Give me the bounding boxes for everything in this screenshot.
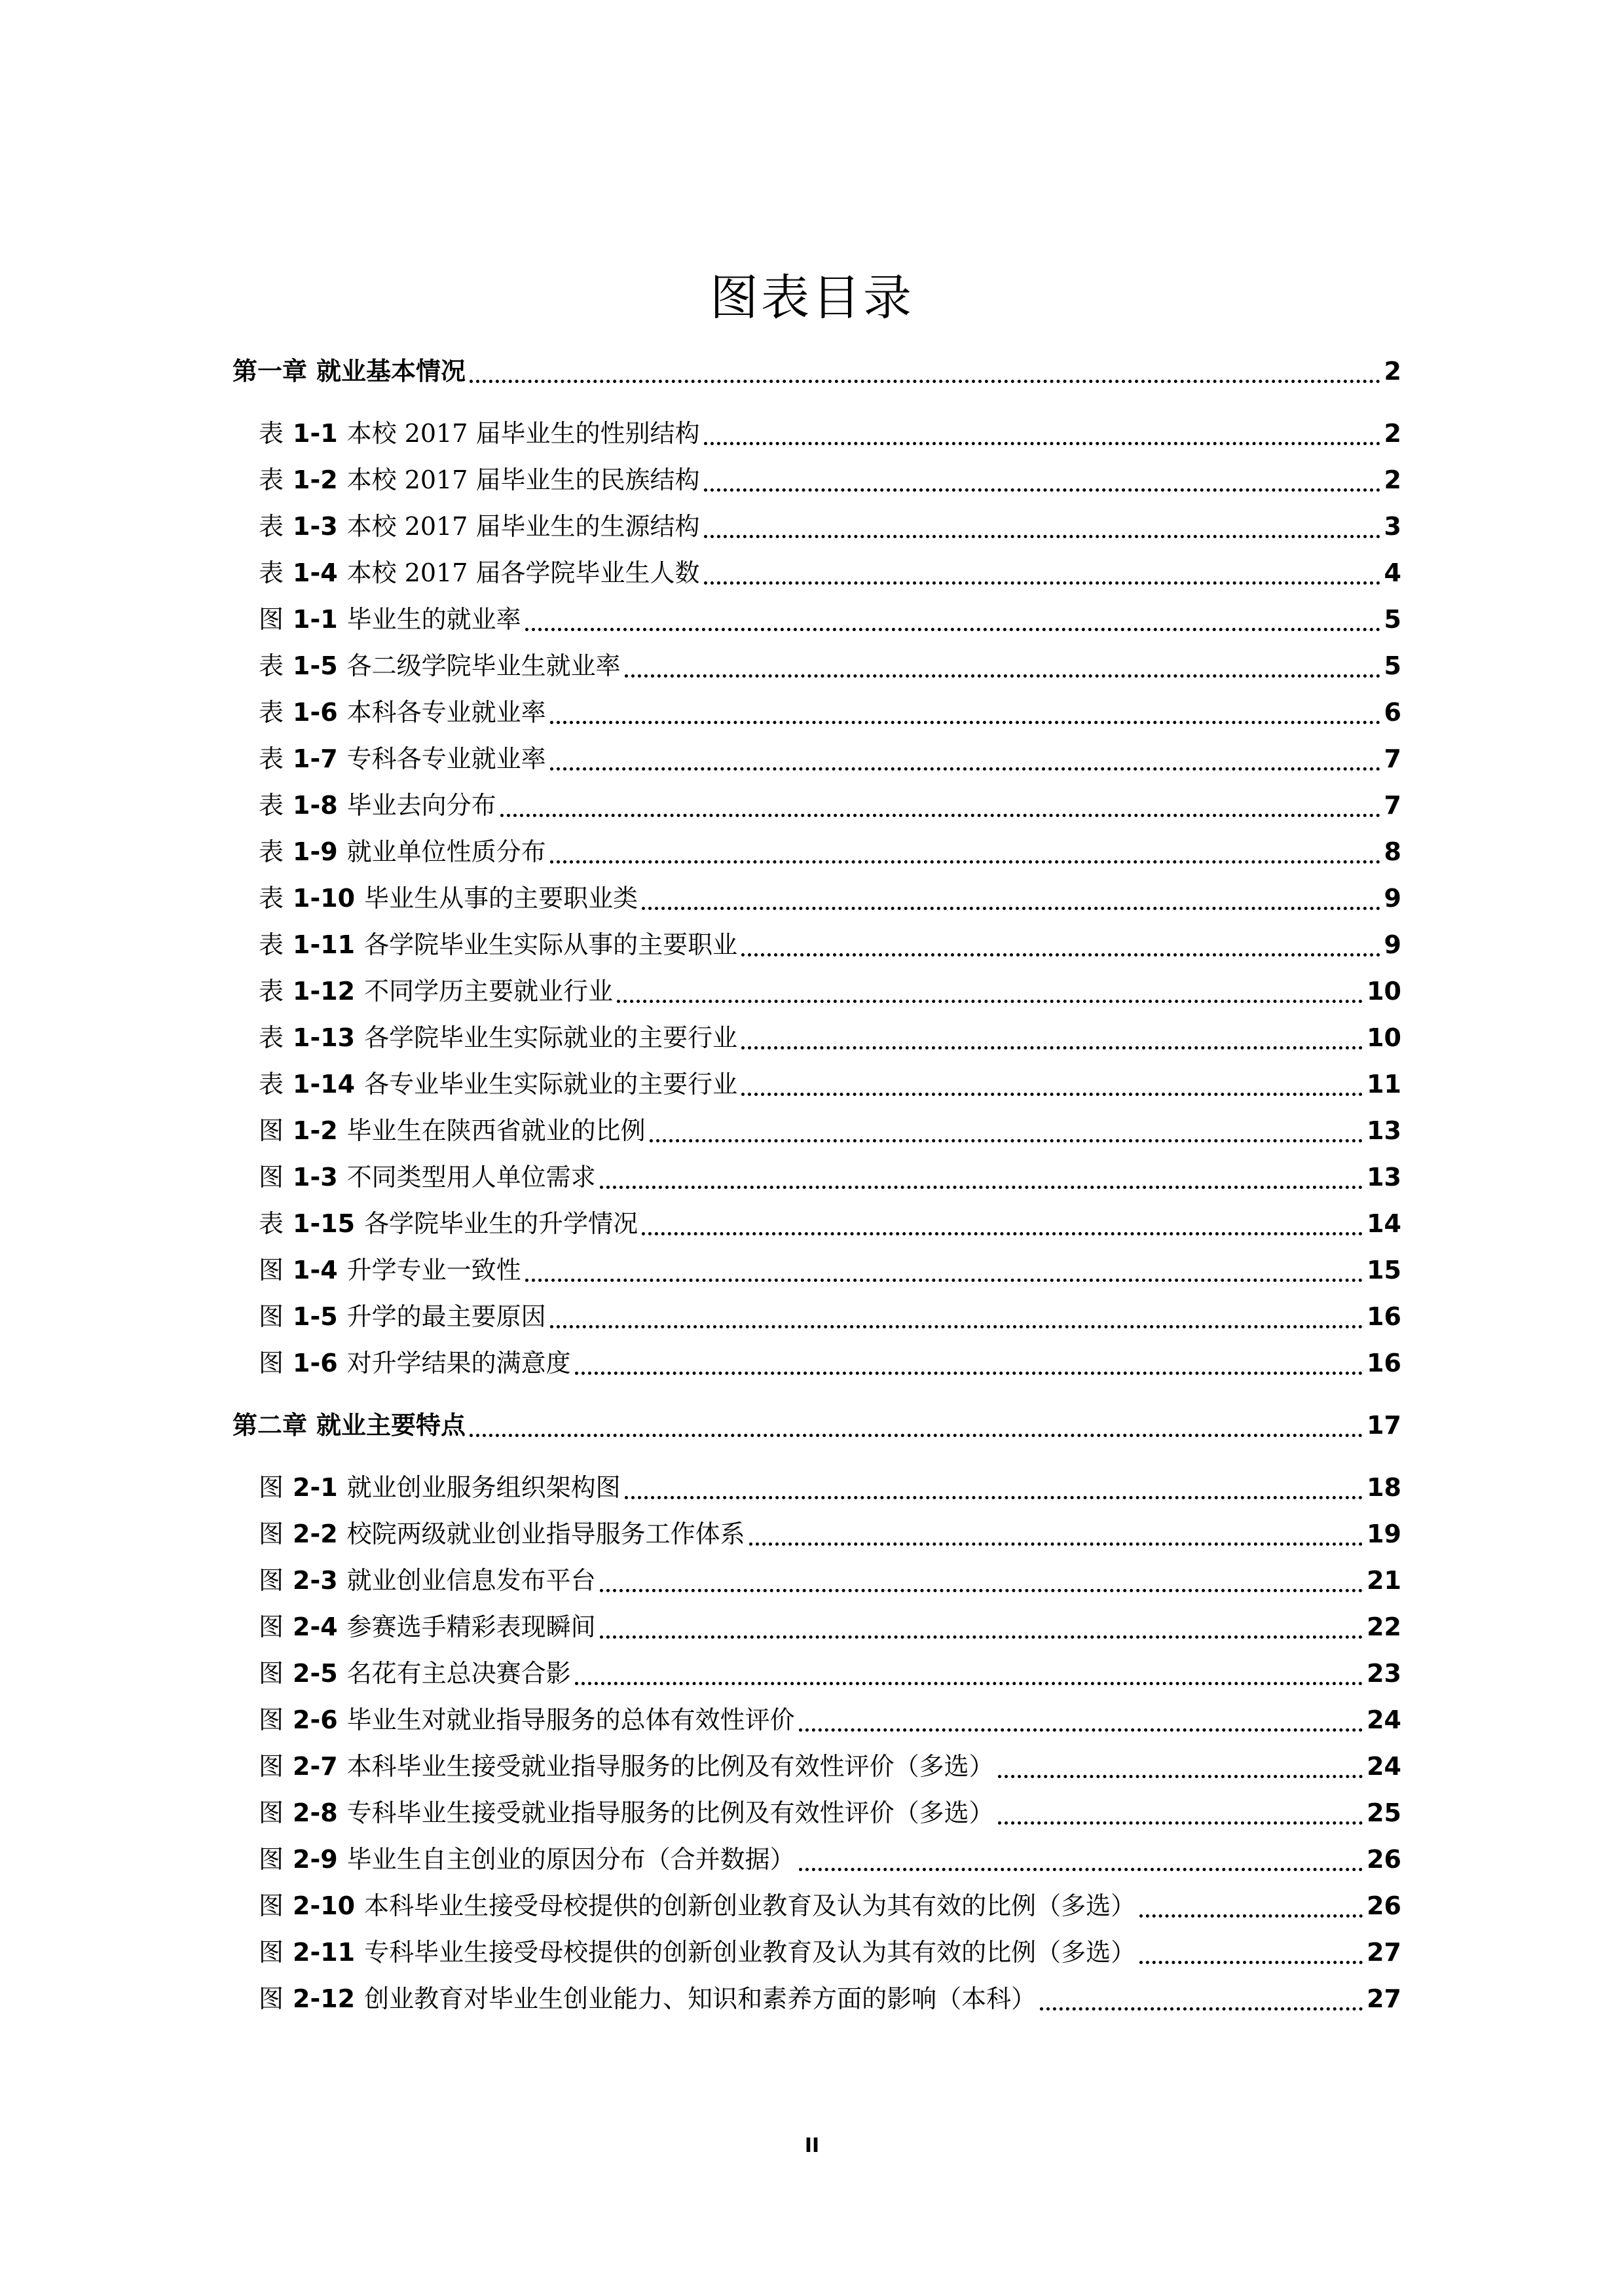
toc-entry-row[interactable]: [259, 924, 1401, 966]
entry-title: 毕业生在陕西省就业的比例: [346, 1116, 646, 1145]
entry-type: 表: [259, 884, 284, 913]
entry-number: 2-1: [293, 1473, 338, 1502]
entry-number: 2-11: [293, 1938, 356, 1967]
leader-dots: [625, 1496, 1363, 1499]
toc-entry-label: [259, 1978, 1036, 2020]
entry-title: 名花有主总决赛合影: [346, 1659, 571, 1688]
entry-number: 2-8: [293, 1798, 338, 1827]
toc-entry-row[interactable]: [259, 1063, 1401, 1105]
entry-number: 1-1: [293, 605, 338, 634]
entry-title: 各学院毕业生实际就业的主要行业: [364, 1023, 738, 1052]
toc-entry-row[interactable]: [259, 412, 1401, 454]
entry-title: 不同学历主要就业行业: [364, 977, 614, 1006]
entry-page-number: 14: [1367, 1209, 1401, 1238]
toc-entry-label: [259, 1792, 994, 1834]
toc-entry-label: [259, 505, 700, 547]
entry-page-number: 25: [1367, 1798, 1401, 1827]
leader-dots: [642, 1232, 1363, 1235]
toc-entry-row[interactable]: [259, 505, 1401, 547]
entry-title: 毕业去向分布: [346, 791, 496, 820]
entry-page-number: 18: [1367, 1473, 1401, 1502]
entry-title: 各二级学院毕业生就业率: [346, 651, 621, 680]
leader-dots: [525, 1279, 1363, 1282]
entry-number: 2-2: [293, 1520, 338, 1548]
entry-type: 图: [259, 1938, 284, 1967]
chapter-number: 第二章: [232, 1410, 308, 1440]
toc-entry-row[interactable]: [259, 1792, 1401, 1834]
toc-entry-label: [259, 1559, 596, 1601]
leader-dots: [600, 1589, 1363, 1592]
entry-title: 毕业生自主创业的原因分布（合并数据）: [346, 1845, 795, 1874]
leader-dots: [525, 628, 1380, 631]
toc-entry-row[interactable]: [259, 831, 1401, 873]
leader-dots: [625, 674, 1380, 678]
toc-entry-label: [259, 877, 638, 919]
toc-entry-label: [259, 784, 496, 826]
entry-type: 图: [259, 1705, 284, 1734]
entry-title: 专科毕业生接受就业指导服务的比例及有效性评价（多选）: [346, 1798, 994, 1827]
entry-number: 2-5: [293, 1659, 338, 1688]
entry-page-number: 27: [1367, 1984, 1401, 2013]
entry-title: 本科毕业生接受母校提供的创新创业教育及认为其有效的比例（多选）: [364, 1891, 1136, 1920]
entry-type: 表: [259, 465, 284, 494]
toc-entry-label: [259, 1063, 737, 1105]
entry-number: 1-4: [293, 1256, 338, 1285]
entry-number: 1-3: [293, 512, 338, 541]
entry-type: 图: [259, 1798, 284, 1827]
entry-title: 就业创业信息发布平台: [346, 1566, 596, 1595]
entry-page-number: 21: [1367, 1566, 1401, 1595]
toc-entry-row[interactable]: [259, 1156, 1401, 1198]
entry-type: 图: [259, 1659, 284, 1688]
entry-page-number: 11: [1367, 1070, 1401, 1099]
entry-number: 2-4: [293, 1613, 338, 1641]
toc-entry-label: [259, 1296, 546, 1338]
entry-type: 图: [259, 1613, 284, 1641]
entry-type: 图: [259, 1163, 284, 1192]
toc-entry-row[interactable]: [259, 784, 1401, 826]
toc-entry-row[interactable]: [259, 1885, 1401, 1927]
toc-entry-label: [259, 1156, 596, 1198]
entry-number: 1-13: [293, 1023, 356, 1052]
entry-number: 1-5: [293, 651, 338, 680]
toc-chapter-label: [232, 1404, 466, 1446]
toc-entry-label: [259, 1699, 795, 1741]
toc-entry-row[interactable]: [259, 1652, 1401, 1694]
entry-number: 1-1: [293, 419, 338, 448]
entry-page-number: 5: [1384, 651, 1401, 680]
entry-type: 图: [259, 1116, 284, 1145]
toc-entry-row[interactable]: [259, 1838, 1401, 1880]
toc-entry-label: [259, 831, 546, 873]
toc-entry-row[interactable]: [259, 738, 1401, 780]
toc-entry-label: [259, 1342, 571, 1384]
toc-entry-label: [259, 1885, 1135, 1927]
entry-title: 本科各专业就业率: [346, 698, 546, 727]
entry-type: 表: [259, 419, 284, 448]
entry-page-number: 5: [1384, 605, 1401, 634]
entry-number: 1-2: [293, 1116, 338, 1145]
leader-dots: [799, 1868, 1363, 1871]
entry-page-number: 27: [1367, 1938, 1401, 1967]
entry-page-number: 16: [1367, 1349, 1401, 1377]
leader-dots: [1040, 2007, 1363, 2011]
toc-entry-label: [259, 970, 613, 1012]
entry-number: 1-12: [293, 977, 356, 1006]
toc-entry-row[interactable]: [259, 645, 1401, 687]
leader-dots: [998, 1821, 1363, 1825]
entry-title: 专科毕业生接受母校提供的创新创业教育及认为其有效的比例（多选）: [364, 1938, 1136, 1967]
toc-entry-label: [259, 459, 700, 501]
entry-page-number: 6: [1384, 698, 1401, 727]
toc-entry-label: [259, 1203, 638, 1245]
entry-title: 本校 2017 届毕业生的性别结构: [346, 419, 700, 448]
entry-number: 2-9: [293, 1845, 338, 1874]
page-title: 图表目录: [710, 270, 914, 326]
toc-entry-label: [259, 1017, 737, 1059]
toc-entry-row[interactable]: [259, 1559, 1401, 1601]
entry-title: 升学专业一致性: [346, 1256, 521, 1285]
entry-title: 本校 2017 届各学院毕业生人数: [346, 558, 700, 587]
entry-number: 2-10: [293, 1891, 356, 1920]
entry-page-number: 24: [1367, 1705, 1401, 1734]
toc-entry-label: [259, 1513, 745, 1555]
entry-title: 不同类型用人单位需求: [346, 1163, 596, 1192]
entry-page-number: 16: [1367, 1302, 1401, 1331]
entry-number: 1-6: [293, 1349, 338, 1377]
toc-entry-row[interactable]: [259, 552, 1401, 594]
chapter-title: 就业基本情况: [316, 356, 466, 386]
toc-entry-label: [259, 1745, 994, 1787]
leader-dots: [741, 1093, 1363, 1096]
entry-number: 1-7: [293, 744, 338, 773]
toc-entry-row[interactable]: [259, 1745, 1401, 1787]
leader-dots: [550, 721, 1380, 724]
entry-number: 2-7: [293, 1752, 338, 1781]
toc-entry-label: [259, 598, 521, 640]
entry-type: 图: [259, 1349, 284, 1377]
entry-type: 表: [259, 651, 284, 680]
entry-title: 升学的最主要原因: [346, 1302, 546, 1331]
entry-page-number: 23: [1367, 1659, 1401, 1688]
entry-page-number: 4: [1384, 558, 1401, 587]
entry-number: 2-12: [293, 1984, 356, 2013]
entry-page-number: 10: [1367, 1023, 1401, 1052]
entry-number: 1-8: [293, 791, 338, 820]
entry-number: 2-3: [293, 1566, 338, 1595]
entry-type: 图: [259, 1520, 284, 1548]
page-number: II: [804, 2134, 820, 2157]
entry-number: 1-11: [293, 930, 356, 959]
entry-title: 参赛选手精彩表现瞬间: [346, 1613, 596, 1641]
leader-dots: [741, 953, 1380, 957]
toc-entry-row[interactable]: [259, 1296, 1401, 1338]
entry-type: 表: [259, 791, 284, 820]
toc-entry-row[interactable]: [259, 1699, 1401, 1741]
toc-entry-label: [259, 1838, 795, 1880]
toc-chapter-label: [232, 350, 466, 392]
toc-entry-label: [259, 1606, 596, 1648]
toc-entry-row[interactable]: [259, 691, 1401, 733]
entry-type: 表: [259, 930, 284, 959]
entry-number: 1-9: [293, 837, 338, 866]
entry-type: 表: [259, 1023, 284, 1052]
toc-chapter-row[interactable]: [232, 350, 1401, 392]
entry-page-number: 19: [1367, 1520, 1401, 1548]
entry-page-number: 22: [1367, 1613, 1401, 1641]
entry-page-number: 10: [1367, 977, 1401, 1006]
entry-number: 2-6: [293, 1705, 338, 1734]
toc-entry-row[interactable]: [259, 1342, 1401, 1384]
entry-number: 1-4: [293, 558, 338, 587]
toc-entry-label: [259, 552, 700, 594]
entry-page-number: 2: [1384, 419, 1401, 448]
entry-type: 表: [259, 837, 284, 866]
entry-number: 1-2: [293, 465, 338, 494]
leader-dots: [704, 581, 1380, 585]
leader-dots: [550, 860, 1380, 864]
entry-page-number: 8: [1384, 837, 1401, 866]
entry-title: 毕业生对就业指导服务的总体有效性评价: [346, 1705, 795, 1734]
entry-type: 图: [259, 1302, 284, 1331]
entry-title: 毕业生的就业率: [346, 605, 521, 634]
toc-entry-row[interactable]: [259, 970, 1401, 1012]
toc-entry-row[interactable]: [259, 1249, 1401, 1291]
chapter-page-number: 17: [1367, 1411, 1401, 1440]
toc-entry-label: [259, 1652, 571, 1694]
entry-type: 图: [259, 1473, 284, 1502]
chapter-page-number: 2: [1384, 357, 1401, 386]
toc-entry-row[interactable]: [259, 877, 1401, 919]
entry-page-number: 13: [1367, 1163, 1401, 1192]
leader-dots: [704, 488, 1380, 492]
entry-type: 图: [259, 1256, 284, 1285]
toc-entry-label: [259, 691, 546, 733]
entry-number: 1-6: [293, 698, 338, 727]
entry-page-number: 2: [1384, 465, 1401, 494]
toc-entry-row[interactable]: [259, 1606, 1401, 1648]
entry-type: 表: [259, 698, 284, 727]
entry-title: 对升学结果的满意度: [346, 1349, 571, 1377]
toc-entry-label: [259, 924, 737, 966]
entry-page-number: 26: [1367, 1891, 1401, 1920]
leader-dots: [704, 442, 1380, 445]
leader-dots: [642, 907, 1380, 910]
entry-page-number: 9: [1384, 930, 1401, 959]
leader-dots: [749, 1542, 1363, 1546]
leader-dots: [799, 1728, 1363, 1732]
entry-page-number: 7: [1384, 791, 1401, 820]
entry-page-number: 7: [1384, 744, 1401, 773]
entry-type: 图: [259, 1891, 284, 1920]
toc-entry-row[interactable]: [259, 1978, 1401, 2020]
entry-number: 1-10: [293, 884, 356, 913]
toc-entry-row[interactable]: [259, 598, 1401, 640]
leader-dots: [600, 1186, 1363, 1189]
entry-type: 表: [259, 1070, 284, 1099]
leader-dots: [550, 1325, 1363, 1328]
leader-dots: [1139, 1961, 1363, 1964]
leader-dots: [650, 1139, 1363, 1142]
leader-dots: [741, 1046, 1363, 1049]
leader-dots: [575, 1372, 1363, 1375]
entry-number: 1-5: [293, 1302, 338, 1331]
toc-chapter-row[interactable]: [232, 1404, 1401, 1446]
entry-title: 就业单位性质分布: [346, 837, 546, 866]
chapter-title: 就业主要特点: [316, 1410, 466, 1440]
entry-title: 校院两级就业创业指导服务工作体系: [346, 1520, 745, 1548]
toc-entry-label: [259, 1931, 1135, 1973]
entry-number: 1-14: [293, 1070, 356, 1099]
toc-entry-row[interactable]: [259, 1931, 1401, 1973]
leader-dots: [470, 1434, 1363, 1437]
entry-type: 表: [259, 744, 284, 773]
entry-title: 就业创业服务组织架构图: [346, 1473, 621, 1502]
entry-title: 创业教育对毕业生创业能力、知识和素养方面的影响（本科）: [364, 1984, 1037, 2013]
entry-title: 各学院毕业生的升学情况: [364, 1209, 638, 1238]
entry-title: 本科毕业生接受就业指导服务的比例及有效性评价（多选）: [346, 1752, 994, 1781]
entry-type: 图: [259, 1845, 284, 1874]
toc-entry-label: [259, 1467, 621, 1508]
entry-type: 表: [259, 977, 284, 1006]
entry-title: 本校 2017 届毕业生的生源结构: [346, 512, 700, 541]
entry-type: 图: [259, 1752, 284, 1781]
toc-entry-label: [259, 738, 546, 780]
toc-entry-label: [259, 1249, 521, 1291]
entry-page-number: 3: [1384, 512, 1401, 541]
entry-type: 表: [259, 1209, 284, 1238]
toc-entry-label: [259, 412, 700, 454]
toc-entry-row[interactable]: [259, 1203, 1401, 1245]
entry-title: 毕业生从事的主要职业类: [364, 884, 638, 913]
entry-page-number: 24: [1367, 1752, 1401, 1781]
entry-type: 表: [259, 558, 284, 587]
toc-entry-row[interactable]: [259, 1513, 1401, 1555]
chapter-number: 第一章: [232, 356, 308, 386]
entry-type: 图: [259, 1984, 284, 2013]
leader-dots: [550, 767, 1380, 771]
entry-type: 图: [259, 605, 284, 634]
entry-page-number: 13: [1367, 1116, 1401, 1145]
entry-title: 专科各专业就业率: [346, 744, 546, 773]
leader-dots: [470, 380, 1380, 383]
leader-dots: [575, 1682, 1363, 1685]
entry-page-number: 9: [1384, 884, 1401, 913]
entry-page-number: 15: [1367, 1256, 1401, 1285]
toc-entry-label: [259, 1110, 646, 1152]
entry-title: 各专业毕业生实际就业的主要行业: [364, 1070, 738, 1099]
entry-number: 1-15: [293, 1209, 356, 1238]
entry-page-number: 26: [1367, 1845, 1401, 1874]
entry-type: 表: [259, 512, 284, 541]
leader-dots: [600, 1635, 1363, 1639]
entry-title: 各学院毕业生实际从事的主要职业: [364, 930, 738, 959]
entry-number: 1-3: [293, 1163, 338, 1192]
toc-entry-row[interactable]: [259, 1017, 1401, 1059]
toc-entry-row[interactable]: [259, 459, 1401, 501]
leader-dots: [998, 1775, 1363, 1778]
leader-dots: [1139, 1914, 1363, 1918]
toc-entry-label: [259, 645, 621, 687]
toc-entry-row[interactable]: [259, 1110, 1401, 1152]
leader-dots: [704, 535, 1380, 538]
entry-title: 本校 2017 届毕业生的民族结构: [346, 465, 700, 494]
toc-entry-row[interactable]: [259, 1467, 1401, 1508]
leader-dots: [500, 814, 1380, 817]
leader-dots: [617, 1000, 1363, 1003]
entry-type: 图: [259, 1566, 284, 1595]
